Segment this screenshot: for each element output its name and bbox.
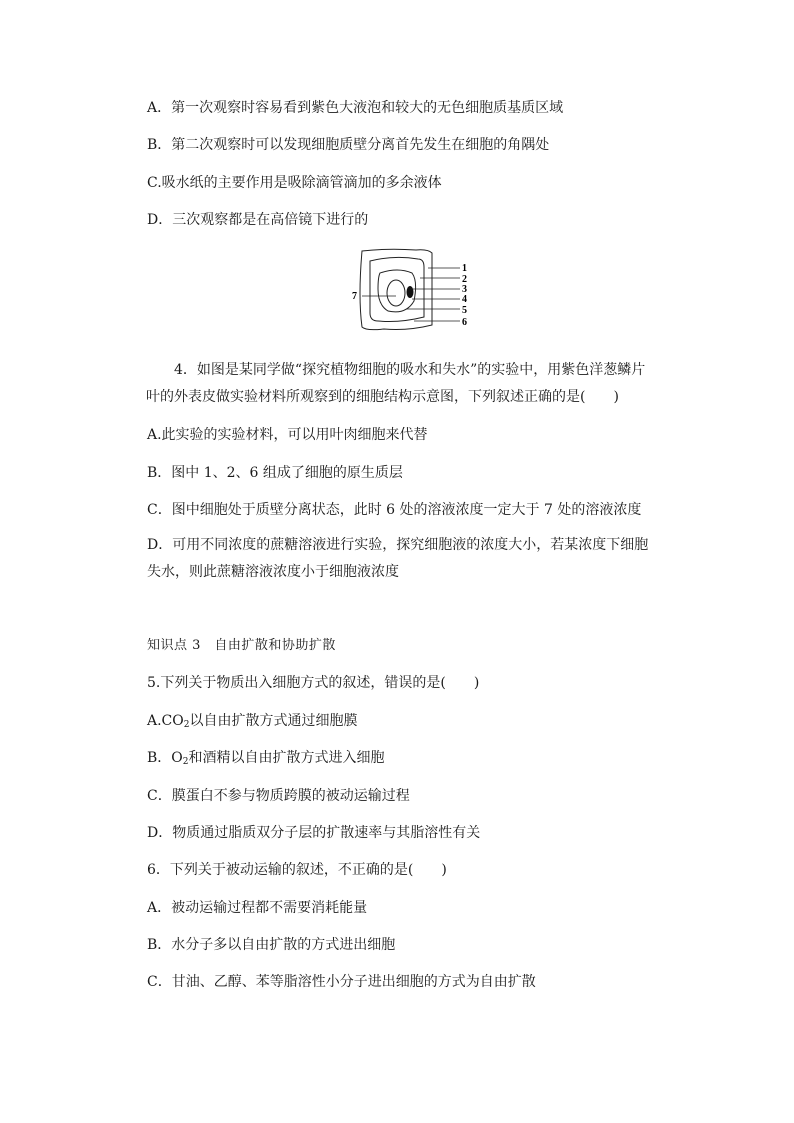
- q6-option-b: B．水分子多以自由扩散的方式进出细胞: [147, 937, 396, 953]
- q3-option-b: B．第二次观察时可以发现细胞质壁分离首先发生在细胞的角隅处: [147, 137, 550, 153]
- q4-stem: 4．如图是某同学做“探究植物细胞的吸水和失水”的实验中，用紫色洋葱鳞片叶的外表皮做实验材料所观察到的细胞结构示意图，下列叙述正确的是( ): [146, 362, 646, 405]
- q5-option-d: D．物质通过脂质双分子层的扩散速率与其脂溶性有关: [147, 825, 481, 841]
- nucleus: [407, 286, 414, 298]
- q5-option-b: B．$O_2$和酒精以自由扩散方式进入细胞: [147, 750, 385, 767]
- diagram-label-7: 7: [352, 291, 357, 302]
- q5-option-c: C．膜蛋白不参与物质跨膜的被动运输过程: [147, 788, 410, 804]
- q4-option-d: D．可用不同浓度的蔗糖溶液进行实验，探究细胞液的浓度大小，若某浓度下细胞失水，则此蔗糖溶液浓度小于细胞液浓度: [147, 537, 649, 580]
- q3-option-d: D．三次观察都是在高倍镜下进行的: [147, 212, 369, 228]
- diagram-label-6: 6: [462, 317, 467, 328]
- q4-option-a: A.此实验的实验材料，可以用叶肉细胞来代替: [147, 427, 428, 443]
- vacuole-outline: [387, 280, 405, 306]
- q3-option-c: C.吸水纸的主要作用是吸除滴管滴加的多余液体: [147, 175, 442, 191]
- q5-option-a: $A.CO_2$以自由扩散方式通过细胞膜: [147, 713, 358, 730]
- q6-option-c: C．甘油、乙醇、苯等脂溶性小分子进出细胞的方式为自由扩散: [147, 974, 536, 990]
- q4-option-c: C．图中细胞处于质壁分离状态，此时 6 处的溶液浓度一定大于 7 处的溶液浓度: [147, 502, 642, 518]
- q3-option-a: A．第一次观察时容易看到紫色大液泡和较大的无色细胞质基质区域: [147, 100, 564, 116]
- diagram-label-3: 3: [462, 284, 467, 295]
- diagram-label-5: 5: [462, 305, 467, 316]
- q5-stem: 5.下列关于物质出入细胞方式的叙述，错误的是( ): [147, 675, 480, 691]
- section-heading: 知识点 3 自由扩散和协助扩散: [147, 638, 336, 653]
- q6-option-a: A．被动运输过程都不需要消耗能量: [147, 900, 368, 916]
- cell-structure-diagram: [348, 247, 478, 333]
- q6-stem: 6．下列关于被动运输的叙述，不正确的是( ): [147, 862, 447, 878]
- diagram-label-4: 4: [462, 294, 467, 305]
- q4-option-b: B．图中 1、2、6 组成了细胞的原生质层: [147, 465, 403, 481]
- diagram-label-1: 1: [462, 263, 467, 274]
- diagram-label-2: 2: [462, 274, 467, 285]
